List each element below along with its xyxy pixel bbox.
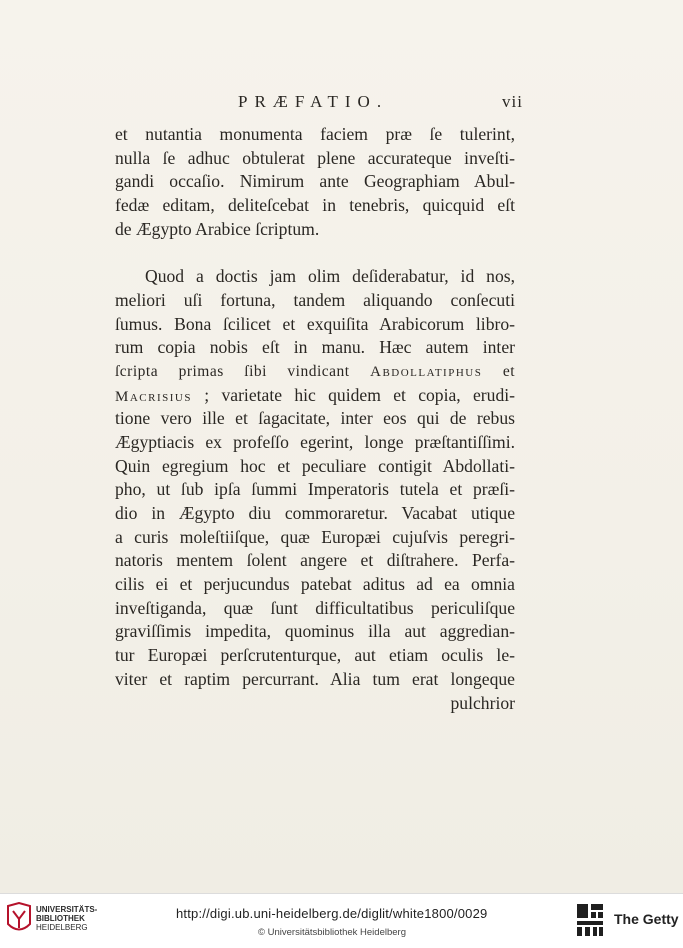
text-line: inveſtiganda, quæ ſunt difficultatibus periculiſque <box>115 597 515 618</box>
text-line: fedæ editam, delitеſcebat in tenebris, quicquid eſt <box>115 195 515 216</box>
text-fragment: et <box>502 362 516 380</box>
running-title: PRÆFATIO. <box>238 92 389 111</box>
text-line: nulla ſe adhuc obtulerat plene accurateque inveſti- <box>115 147 515 168</box>
text-line: Quod a doctis jam olim deſiderabatur, id nos, <box>145 266 515 287</box>
copyright-notice: © Universitätsbibliothek Heidelberg <box>258 927 406 938</box>
text-line: graviſſimis impedita, quominus illa aut aggredian- <box>115 621 515 642</box>
page-number: vii <box>502 92 523 111</box>
text-line: Quin egregium hoc et peculiare contigit Abdollati- <box>115 455 515 476</box>
text-line: cilis ei et perjucundus patebat aditus ad ea omnia <box>115 574 515 595</box>
text-line: tur Europæi perſcrutenturque, aut etiam oculis le- <box>115 645 515 666</box>
text-line: natoris mentem ſolent angere et diſtrahere. Perfa- <box>115 550 515 571</box>
permalink-url[interactable]: http://digi.ub.uni-heidelberg.de/diglit/white1800/0029 <box>176 906 488 921</box>
text-line: a curis moleſtiiſque, quæ Europæi cujuſvis peregri- <box>115 526 515 547</box>
text-line: gandi occaſio. Nimirum ante Geographiam Abul- <box>115 171 515 192</box>
library-name-line: UNIVERSITÄTS- <box>36 905 98 914</box>
author-name-macrisius: Macrisius <box>115 388 192 405</box>
catchword: pulchrior <box>450 692 515 713</box>
text-line: Ægyptiacis ex profeſſo egerint, longe præſtantiſſimi. <box>115 431 515 452</box>
text-line: ſumus. Bona ſcilicet et exquiſita Arabicorum libro- <box>115 313 515 334</box>
text-line <box>115 360 515 384</box>
text-line: dio in Ægypto diu commoraretur. Vacabat utique <box>115 503 515 523</box>
text-line: tione vero ille et ſagacitate, inter eos qui de rebus <box>115 408 515 429</box>
getty-logo-icon[interactable] <box>576 903 604 937</box>
library-name-line: HEIDELBERG <box>36 923 88 932</box>
viewer-footer <box>0 893 683 948</box>
ub-heidelberg-logo-icon[interactable] <box>6 902 32 936</box>
text-line: viter et raptim percurrant. Alia tum erat longeque <box>115 668 515 689</box>
text-line: pho, ut ſub ipſa ſummi Imperatoris tutela et præſi- <box>115 479 515 500</box>
paragraph-gap <box>115 241 515 265</box>
text-fragment: ; varietate hic quidem et copia, erudi- <box>204 384 515 405</box>
library-name-line: BIBLIOTHEK <box>36 914 85 923</box>
text-line: rum copia nobis eſt in manu. Hæc autem inter <box>115 337 515 358</box>
text-line <box>115 384 515 408</box>
text-line: de Ægypto Arabice ſcriptum. <box>115 218 320 239</box>
text-line: et nutantia monumenta faciem præ ſe tulerint, <box>115 124 515 144</box>
text-line: meliori uſi fortuna, tandem aliquando conſecuti <box>115 289 515 310</box>
partner-name[interactable]: The Getty <box>614 911 679 927</box>
text-fragment: ſcripta primas ſibi vindicant <box>115 362 350 380</box>
page-header <box>0 92 683 116</box>
library-name[interactable] <box>36 905 97 932</box>
body-text <box>115 123 515 715</box>
author-name-abdollatiphus: Abdollatiphus <box>370 363 483 380</box>
